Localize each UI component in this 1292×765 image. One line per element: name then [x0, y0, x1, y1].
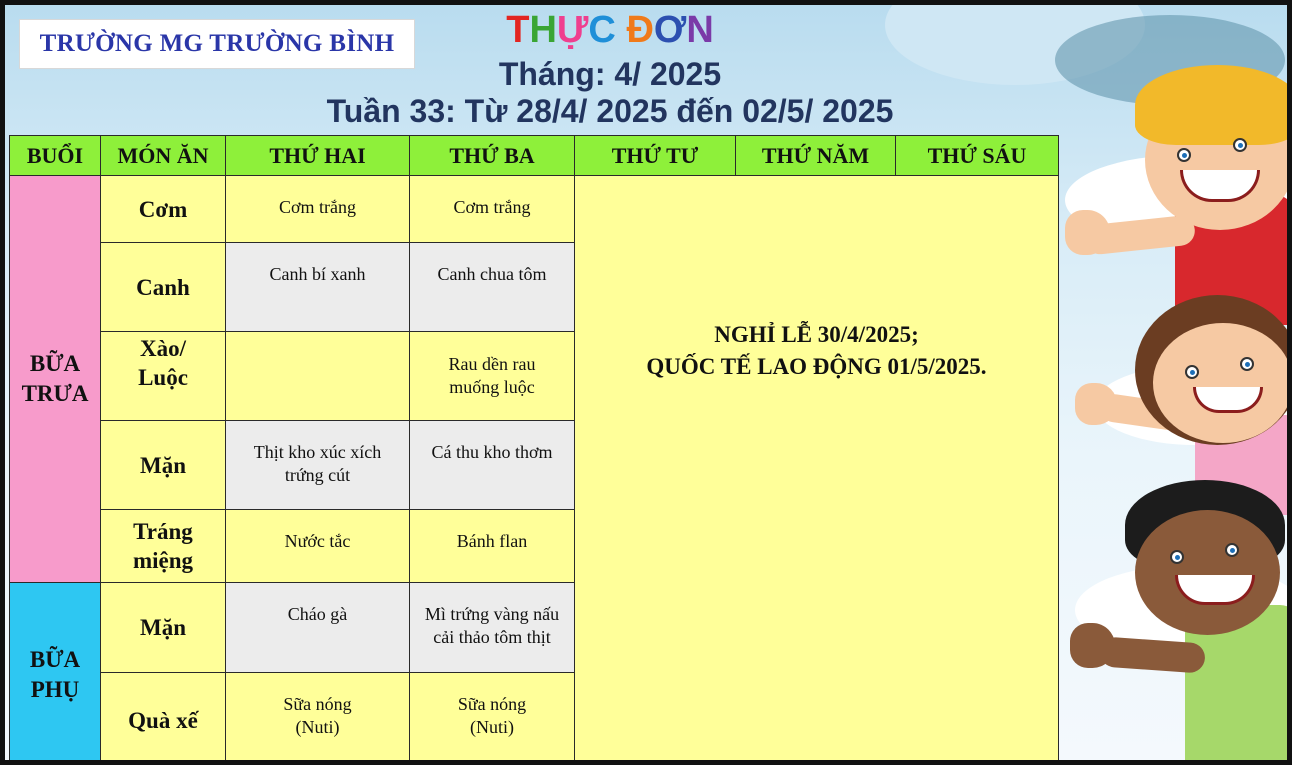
monday-dish: [226, 421, 410, 510]
dish-type: Canh: [101, 243, 226, 332]
monday-dish: Nước tắc: [226, 510, 410, 583]
monday-dish-label: Sữa nóng (Nuti): [283, 694, 352, 737]
dish-type: Mặn: [101, 421, 226, 510]
month-label: Tháng: 4/ 2025: [498, 56, 722, 92]
header-tuesday: THỨ BA: [410, 136, 575, 176]
dish-type: Mặn: [101, 583, 226, 673]
kid-illustration-boy-blonde: [1065, 60, 1292, 320]
holiday-line-1: NGHỈ LỄ 30/4/2025;: [714, 322, 919, 347]
kid-illustration-boy-dark: [1070, 475, 1292, 765]
kid-illustration-girl: [1075, 295, 1292, 505]
tuesday-dish-label: Rau dền rau muống luộc: [448, 354, 536, 397]
menu-title: [445, 7, 775, 53]
header-thursday: THỨ NĂM: [736, 136, 896, 176]
tuesday-dish-label: Mì trứng vàng nấu cải thảo tôm thịt: [424, 604, 560, 647]
header-wednesday: THỨ TƯ: [575, 136, 736, 176]
tuesday-dish: Cơm trắng: [410, 176, 575, 243]
header-friday: THỨ SÁU: [896, 136, 1059, 176]
table-row: [10, 176, 1059, 243]
dish-type-label: Xào/ Luộc: [138, 336, 188, 390]
session-lunch: [10, 176, 101, 583]
tuesday-dish: [410, 332, 575, 421]
header-session: BUỔI: [10, 136, 101, 176]
session-snack: [10, 583, 101, 765]
school-name-label: TRƯỜNG MG TRƯỜNG BÌNH: [19, 19, 415, 69]
dish-type: [101, 332, 226, 421]
header-dish: MÓN ĂN: [101, 136, 226, 176]
tuesday-dish: [410, 673, 575, 765]
tuesday-dish: Bánh flan: [410, 510, 575, 583]
title-letter: N: [686, 9, 714, 51]
tuesday-dish-label: Sữa nóng (Nuti): [457, 694, 527, 737]
holiday-line-2: QUỐC TẾ LAO ĐỘNG 01/5/2025.: [646, 354, 987, 379]
week-label: Tuần 33: Từ 28/4/ 2025 đến 02/5/ 2025: [326, 93, 894, 129]
title-letter: H: [529, 9, 557, 51]
monday-dish: Cơm trắng: [226, 176, 410, 243]
title-letter: Ự: [556, 9, 589, 51]
header-monday: THỨ HAI: [226, 136, 410, 176]
title-letter: Ơ: [653, 9, 687, 51]
session-snack-label: BỮA PHỤ: [29, 647, 81, 702]
title-letter: T: [506, 9, 530, 51]
monday-dish: Canh bí xanh: [226, 243, 410, 332]
monday-dish: [226, 673, 410, 765]
session-lunch-label: BỮA TRƯA: [21, 351, 89, 406]
dish-type: Quà xế: [101, 673, 226, 765]
dish-type: [101, 510, 226, 583]
monday-dish-label: Thịt kho xúc xích trứng cút: [253, 442, 382, 485]
menu-table: [9, 135, 1059, 765]
title-letter: C: [588, 9, 616, 51]
holiday-notice: [575, 176, 1059, 765]
title-letter: Đ: [626, 9, 654, 51]
monday-dish: Cháo gà: [226, 583, 410, 673]
title-letter: [616, 7, 627, 53]
monday-dish: [226, 332, 410, 421]
tuesday-dish: Cá thu kho thơm: [410, 421, 575, 510]
tuesday-dish: [410, 583, 575, 673]
tuesday-dish: Canh chua tôm: [410, 243, 575, 332]
dish-type-label: Tráng miệng: [132, 519, 194, 573]
table-header-row: [10, 136, 1059, 176]
dish-type: Cơm: [101, 176, 226, 243]
